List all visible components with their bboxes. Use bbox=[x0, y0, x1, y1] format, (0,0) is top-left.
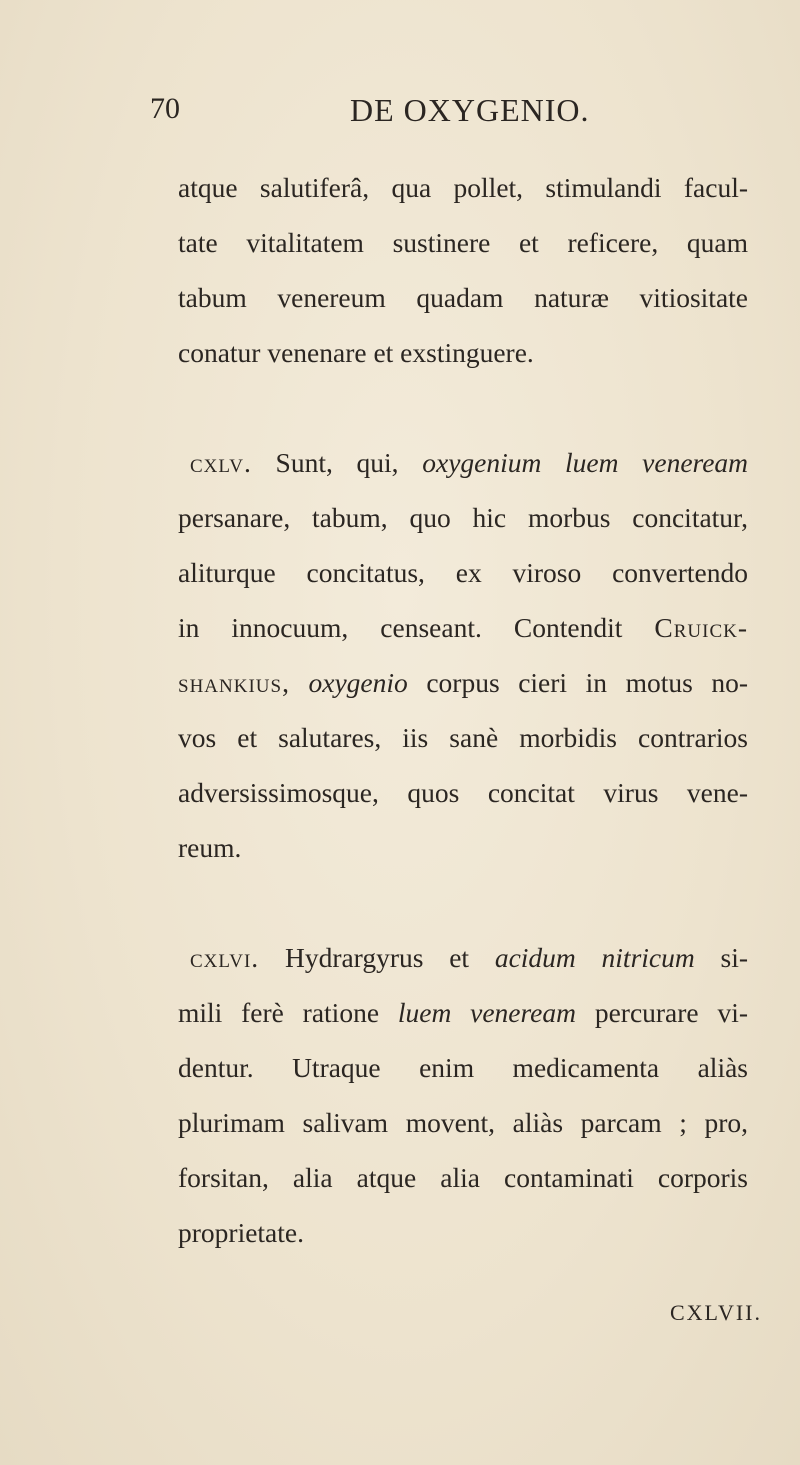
text-line: cxlv. Sunt, qui, oxygenium luem veneream bbox=[190, 447, 749, 478]
author-name: shankius, bbox=[178, 667, 290, 698]
section-number: cxlvi. bbox=[190, 942, 260, 973]
text-line: persanare, tabum, quo hic morbus concitatur, bbox=[178, 502, 748, 533]
text-line: tabum venereum quadam naturæ vitiositate bbox=[178, 282, 748, 313]
italic-term: luem veneream bbox=[397, 997, 576, 1028]
text-line: cxlvi. Hydrargyrus et acidum nitricum si- bbox=[190, 942, 749, 973]
running-head: DE OXYGENIO. bbox=[350, 92, 590, 128]
italic-term: acidum nitricum bbox=[494, 942, 695, 973]
text-line: reum. bbox=[178, 832, 242, 863]
text-line: proprietate. bbox=[178, 1217, 304, 1248]
text-line: in innocuum, censeant. Contendit Cruick- bbox=[178, 612, 748, 643]
section-number: cxlv. bbox=[190, 447, 252, 478]
text-line: aliturque concitatus, ex viroso convertendo bbox=[178, 557, 748, 588]
text-line: atque salutiferâ, qua pollet, stimulandi facul- bbox=[178, 172, 748, 203]
text-line: forsitan, alia atque alia contaminati corporis bbox=[178, 1162, 748, 1193]
text-line: plurimam salivam movent, aliàs parcam ; pro, bbox=[178, 1107, 748, 1138]
italic-term: oxygenio bbox=[308, 667, 408, 698]
text-line: shankius, oxygenio corpus cieri in motus no- bbox=[178, 667, 749, 698]
text-line: vos et salutares, iis sanè morbidis contrarios bbox=[178, 722, 748, 753]
author-name: Cruick- bbox=[654, 612, 748, 643]
text-line: adversissimosque, quos concitat virus vene- bbox=[178, 777, 748, 808]
text-line: mili ferè ratione luem veneream percurare vi- bbox=[178, 997, 748, 1028]
page-number: 70 bbox=[150, 92, 180, 125]
italic-term: oxygenium luem veneream bbox=[422, 447, 749, 478]
text-line: tate vitalitatem sustinere et reficere, quam bbox=[178, 227, 748, 258]
text-line: dentur. Utraque enim medicamenta aliàs bbox=[178, 1052, 748, 1083]
catchword: CXLVII. bbox=[669, 1300, 762, 1325]
text-line: conatur venenare et exstinguere. bbox=[178, 337, 534, 368]
